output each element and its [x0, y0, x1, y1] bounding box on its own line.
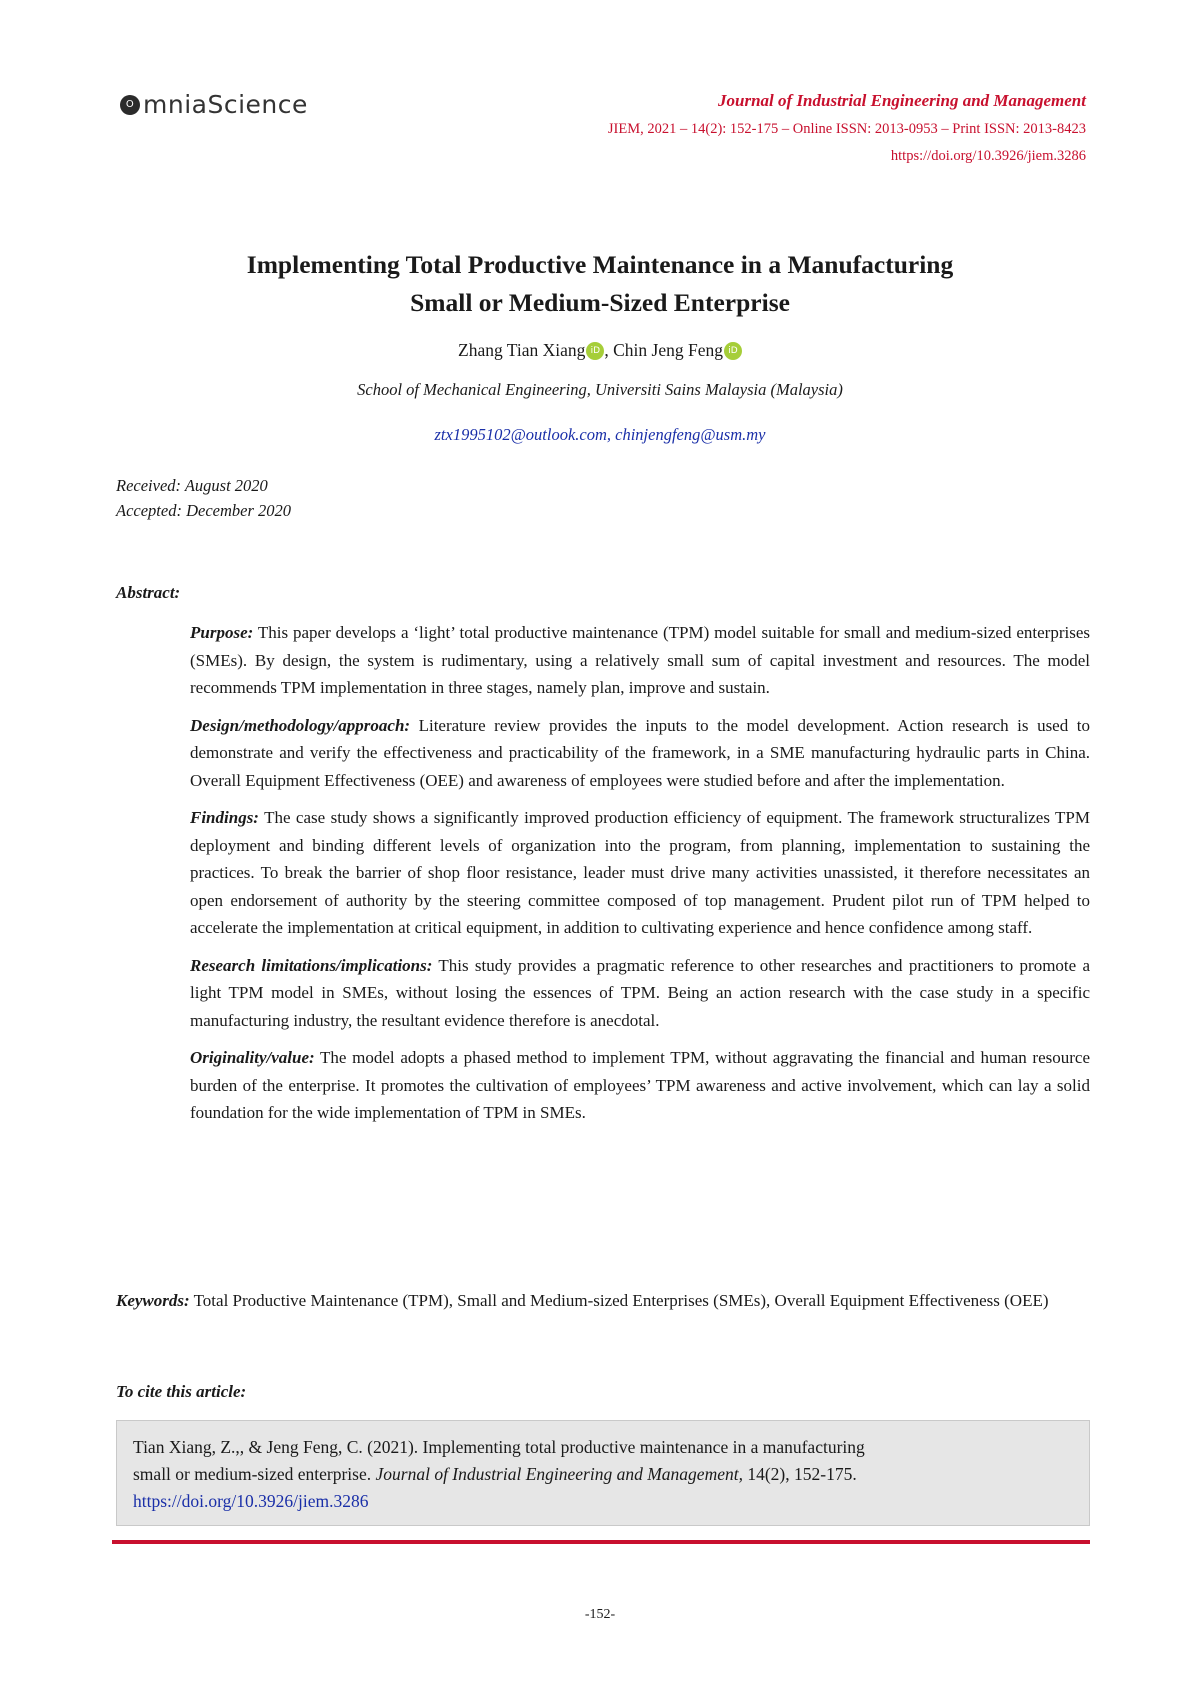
keywords-text: Total Productive Maintenance (TPM), Small and Medium-sized Enterprises (SMEs), Overall Equipment Effectiveness (OEE)	[189, 1291, 1049, 1310]
citation-line-2	[133, 1461, 1073, 1488]
abstract-findings	[190, 804, 1090, 942]
citation-line-1: Tian Xiang, Z.,, & Jeng Feng, C. (2021). Implementing total productive maintenance in a manufacturing	[133, 1437, 865, 1457]
article-title	[0, 246, 1200, 322]
abstract-label: Purpose:	[190, 623, 254, 642]
abstract-text: The model adopts a phased method to implement TPM, without aggravating the financial and human resource burden of the enterprise. It promotes the cultivation of employees’ TPM awareness and active involvement, which can lay a solid foundation for the wide implementation of TPM in SMEs.	[190, 1048, 1090, 1122]
author-2-name: Chin Jeng Feng	[613, 340, 723, 360]
abstract-limitations	[190, 952, 1090, 1035]
abstract-label: Findings:	[190, 808, 259, 827]
abstract-design	[190, 712, 1090, 795]
page-number: -152-	[584, 1607, 616, 1622]
abstract-purpose	[190, 619, 1090, 702]
abstract-heading: Abstract:	[116, 583, 181, 602]
journal-meta: JIEM, 2021 – 14(2): 152-175 – Online ISSN: 2013-0953 – Print ISSN: 2013-8423	[607, 121, 1086, 137]
citation-box	[116, 1420, 1090, 1526]
citation-text: small or medium-sized enterprise.	[133, 1464, 376, 1484]
author-separator: ,	[604, 340, 614, 360]
citation-volume: 14(2), 152-175.	[742, 1464, 857, 1484]
abstract-label: Originality/value:	[190, 1048, 315, 1067]
abstract-label: Research limitations/implications:	[190, 955, 433, 975]
journal-name: Journal of Industrial Engineering and Management	[718, 91, 1086, 110]
abstract-body	[190, 619, 1090, 1137]
author-1-name: Zhang Tian Xiang	[458, 340, 586, 360]
abstract-label: Design/methodology/approach:	[190, 715, 411, 735]
citation-journal: Journal of Industrial Engineering and Management,	[375, 1464, 743, 1484]
received-date: Received: August 2020	[116, 476, 268, 495]
abstract-text: This paper develops a ‘light’ total productive maintenance (TPM) model suitable for small and medium-sized enterprises (SMEs). By design, the system is rudimentary, using a relatively small sum of capital investment and resources. The model recommends TPM implementation in three stages, namely plan, improve and sustain.	[190, 623, 1090, 697]
orcid-icon-author-1[interactable]: iD	[586, 342, 604, 360]
logo-text: mniaScience	[143, 90, 308, 119]
journal-doi-link[interactable]: https://doi.org/10.3926/jiem.3286	[890, 148, 1086, 164]
keywords-label: Keywords:	[116, 1291, 190, 1310]
citation-doi-link[interactable]: https://doi.org/10.3926/jiem.3286	[133, 1491, 369, 1511]
cite-heading: To cite this article:	[116, 1382, 247, 1401]
author-emails[interactable]: ztx1995102@outlook.com, chinjengfeng@usm.my	[434, 425, 766, 444]
abstract-text: This study provides a pragmatic reference to other researches and practitioners to promote a light TPM model in SMEs, without losing the essences of TPM. Being an action research with the case study in a specific manufacturing industry, the resultant evidence therefore is anecdotal.	[190, 955, 1091, 1030]
affiliation: School of Mechanical Engineering, Universiti Sains Malaysia (Malaysia)	[357, 380, 843, 399]
abstract-originality	[190, 1044, 1090, 1127]
keywords	[116, 1287, 1090, 1315]
logo-mark-icon: O	[120, 95, 140, 115]
title-line-2: Small or Medium-Sized Enterprise	[410, 288, 790, 317]
accepted-date: Accepted: December 2020	[116, 501, 291, 520]
author-list	[0, 340, 1200, 361]
orcid-icon-author-2[interactable]: iD	[724, 342, 742, 360]
abstract-text: Literature review provides the inputs to the model development. Action research is used to demonstrate and verify the effectiveness and practicability of the framework, in a SME manufacturing hydraulic parts in China. Overall Equipment Effectiveness (OEE) and awareness of employees were studied before and after the implementation.	[190, 715, 1090, 790]
title-line-1: Implementing Total Productive Maintenance in a Manufacturing	[246, 250, 954, 279]
publisher-logo	[120, 90, 308, 119]
abstract-text: The case study shows a significantly improved production efficiency of equipment. The framework structuralizes TPM deployment and binding different levels of organization into the program, from planning, implementation to sustaining the practices. To break the barrier of shop floor resistance, leader must drive many activities unassisted, it therefore necessitates an open endorsement of authority by the steering committee composed of top management. Prudent pilot run of TPM helped to accelerate the implementation at critical equipment, in addition to cultivating experience and hence confidence among staff.	[190, 808, 1090, 937]
divider-rule	[112, 1540, 1090, 1544]
